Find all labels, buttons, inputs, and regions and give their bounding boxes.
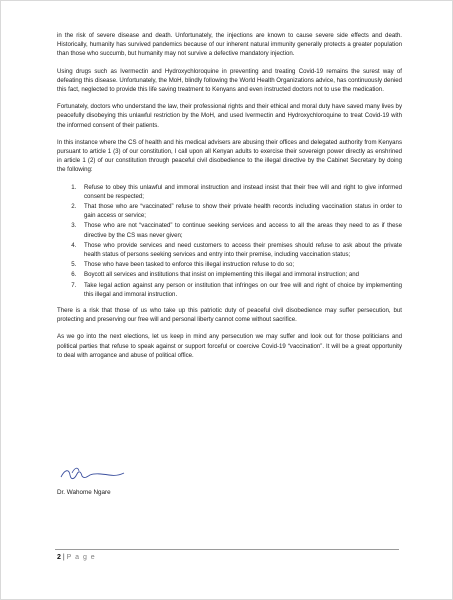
action-list: [57, 183, 402, 299]
page-footer: [57, 554, 96, 561]
list-item: 2. That those who are “vaccinated” refuse to show their private health records including vaccination status in order to gain access or service;: [78, 202, 402, 220]
document-body: [57, 31, 402, 368]
paragraph-2: Using drugs such as Ivermectin and Hydroxychloroquine in preventing and treating Covid-19 remains the surest way of defeating this disease. Unfortunately, the MoH, blindly following the World Health Organizations advice, has continuously denied this fact, neglected to provide this life saving treatment to Kenyans and even instructed doctors not to use the medication.: [57, 67, 402, 94]
paragraph-3: Fortunately, doctors who understand the law, their professional rights and their ethical and moral duty have saved many lives by peacefully disobeying this unlawful restriction by the MoH, and used Ivermectin and Hydroxychloroquine to treat Covid-19 with the informed consent of their patients.: [57, 103, 402, 129]
page-label: P a g e: [66, 554, 96, 561]
paragraph-4: In this instance where the CS of health and his medical advisers are abusing their offices and delegated authority from Kenyans pursuant to article 1 (3) of our constitution, I call upon all Kenyan adults to exercise their sovereign power directly as enshrined in article 1 (2) of our constitution through peaceful civil disobedience to the illegal directive by the Cabinet Secretary by doing the following:: [57, 138, 402, 174]
footer-divider: [55, 549, 399, 550]
signer-name: Dr. Wahome Ngare: [57, 489, 111, 496]
page-number: 2: [57, 554, 61, 561]
footer-separator: |: [62, 554, 65, 561]
list-item: 7. Take legal action against any person or institution that infringes on our free will and right of choice by implementing this illegal and immoral instruction.: [78, 281, 402, 299]
paragraph-1: in the risk of severe disease and death. Unfortunately, the injections are known to cause severe side effects and death. Historically, humanity has survived pandemics because of our inherent natural immunity generally protects a greater population than those who succumb, but humanity may not survive a defective mandatory injection.: [57, 32, 402, 58]
list-item: 6. Boycott all services and institutions that insist on implementing this illegal and immoral instruction; and: [78, 270, 402, 279]
closing-paragraph-1: There is a risk that those of us who take up this patriotic duty of peaceful civil disobedience may suffer persecution, but protecting and preserving our free will and personal liberty cannot come without sacrifice.: [57, 307, 402, 324]
list-item: 1. Refuse to obey this unlawful and immoral instruction and instead insist that their free will and right to give informed consent be respected;: [78, 183, 402, 201]
list-item: 4. Those who provide services and need customers to access their premises should refuse to ask about the private health status of persons seeking services and entry into their premise, including vaccination status;: [78, 241, 402, 259]
list-item: 5. Those who have been tasked to enforce this illegal instruction refuse to do so;: [78, 260, 402, 269]
list-item: 3. Those who are not “vaccinated” to continue seeking services and access to all the areas they need to as if these directive by the CS was never given;: [78, 221, 402, 239]
closing-paragraph-2: As we go into the next elections, let us keep in mind any persecution we may suffer and look out for those politicians and political parties that refuse to speak against or support forceful or coercive Covid-19 “vaccination”. It will be a great opportunity to deal with arrogance and abuse of political office.: [57, 333, 402, 359]
handwritten-signature: [57, 463, 127, 485]
